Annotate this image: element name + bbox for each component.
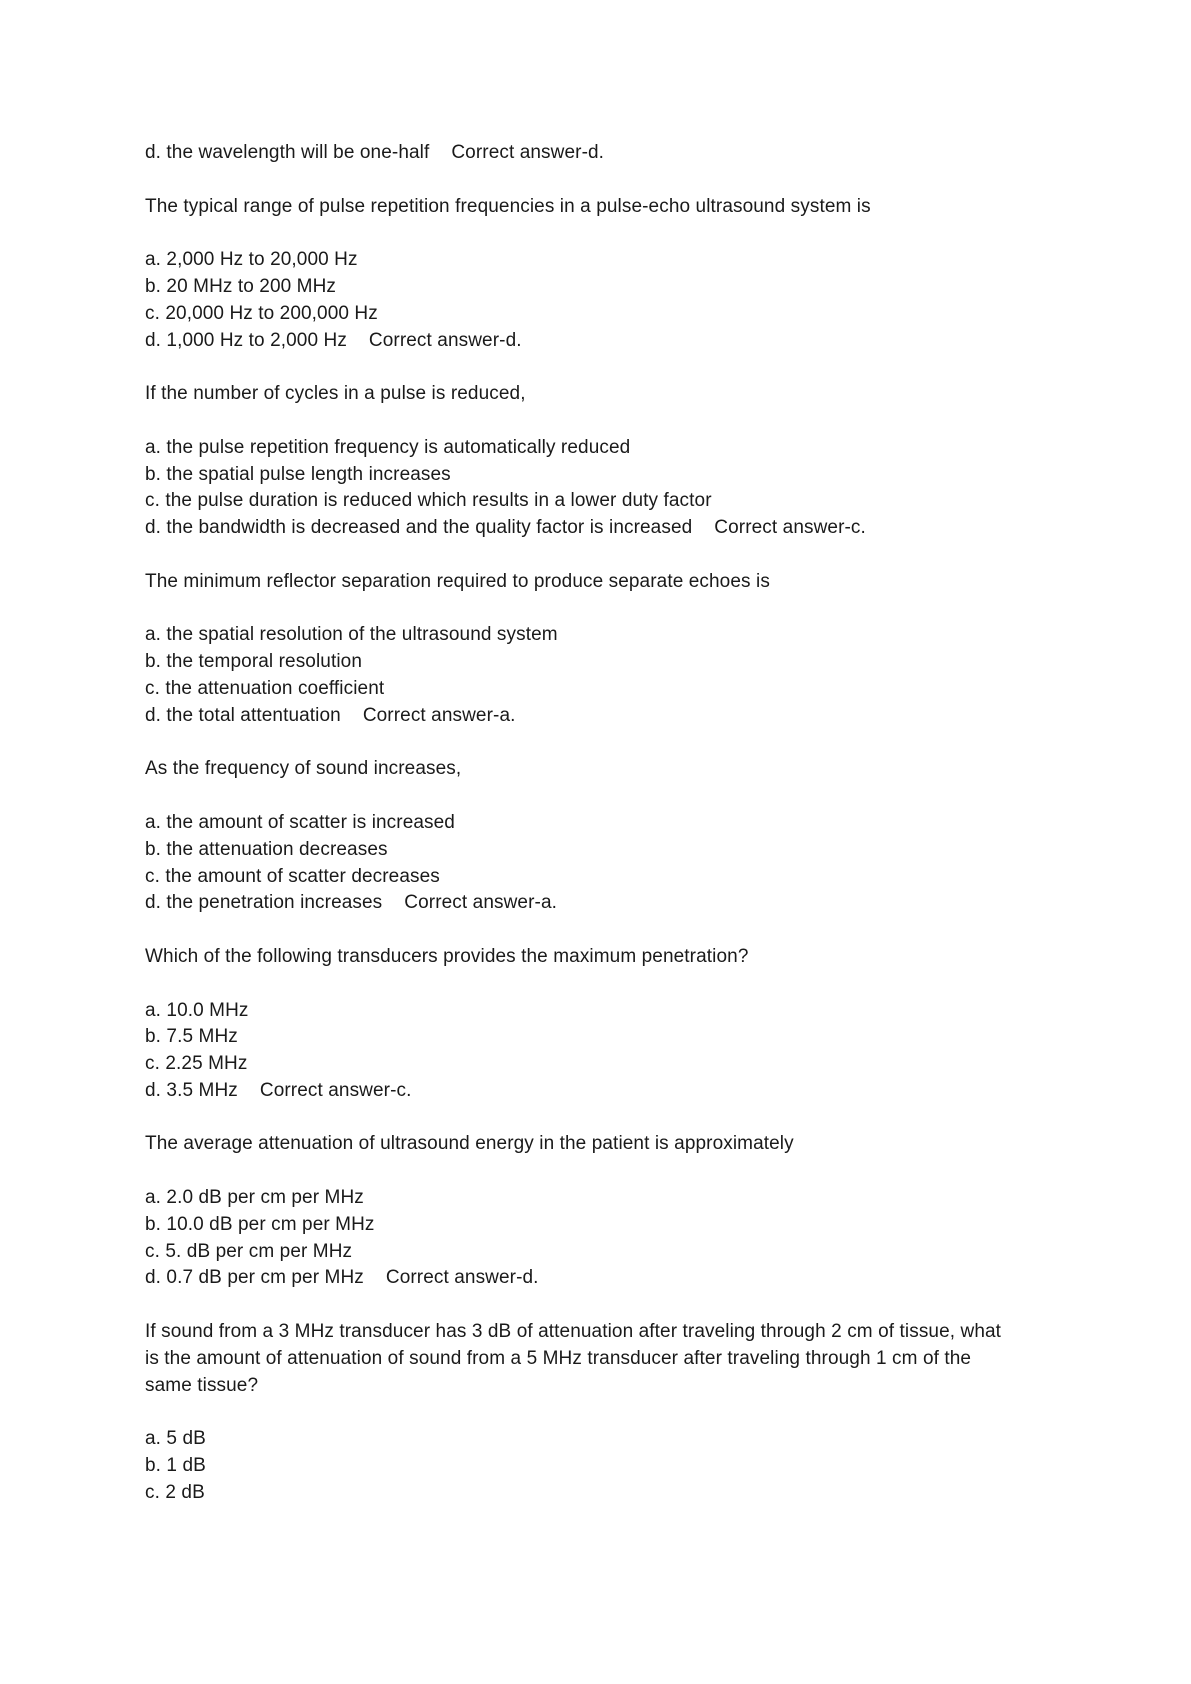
option-text: d. the bandwidth is decreased and the quality factor is increased bbox=[145, 517, 693, 539]
spacer bbox=[145, 971, 1065, 998]
spacer bbox=[145, 783, 1065, 810]
option-c: c. 5. dB per cm per MHz bbox=[145, 1240, 353, 1262]
option-text: d. 0.7 dB per cm per MHz bbox=[145, 1267, 364, 1289]
question-text: same tissue? bbox=[145, 1374, 259, 1396]
spacer bbox=[145, 354, 1065, 381]
option-c: c. the attenuation coefficient bbox=[145, 677, 385, 699]
option-b: b. 1 dB bbox=[145, 1455, 206, 1477]
question-text: is the amount of attenuation of sound from a 5 MHz transducer after traveling through 1 cm of the bbox=[145, 1347, 972, 1369]
spacer bbox=[145, 1158, 1065, 1185]
question-text: As the frequency of sound increases, bbox=[145, 758, 462, 780]
option-d bbox=[145, 890, 1065, 917]
question-text: If the number of cycles in a pulse is reduced, bbox=[145, 383, 526, 405]
correct-answer: Correct answer-a. bbox=[404, 892, 557, 914]
spacer bbox=[145, 220, 1065, 247]
option-c: c. the pulse duration is reduced which results in a lower duty factor bbox=[145, 490, 712, 512]
option-b: b. 10.0 dB per cm per MHz bbox=[145, 1213, 375, 1235]
spacer bbox=[145, 1399, 1065, 1426]
option-b: b. the attenuation decreases bbox=[145, 838, 388, 860]
option-a: a. the pulse repetition frequency is automatically reduced bbox=[145, 436, 631, 458]
option-a: a. the spatial resolution of the ultrasound system bbox=[145, 624, 558, 646]
option-text: d. the wavelength will be one-half bbox=[145, 142, 430, 163]
correct-answer: Correct answer-d. bbox=[385, 1267, 539, 1289]
option-b: b. 7.5 MHz bbox=[145, 1026, 238, 1048]
option-a: a. 2.0 dB per cm per MHz bbox=[145, 1187, 364, 1209]
question-text: The average attenuation of ultrasound energy in the patient is approximately bbox=[145, 1133, 794, 1155]
intro-line bbox=[145, 140, 1065, 167]
question-text: If sound from a 3 MHz transducer has 3 dB of attenuation after traveling through 2 cm of tissue, what bbox=[145, 1321, 1002, 1343]
option-text: d. the penetration increases bbox=[145, 892, 383, 914]
spacer bbox=[145, 408, 1065, 435]
option-d bbox=[145, 1078, 1065, 1105]
spacer bbox=[145, 1105, 1065, 1132]
option-a: a. 5 dB bbox=[145, 1428, 206, 1450]
option-b: b. the temporal resolution bbox=[145, 651, 362, 673]
spacer bbox=[145, 596, 1065, 623]
option-b: b. 20 MHz to 200 MHz bbox=[145, 275, 337, 297]
option-d bbox=[145, 328, 1065, 355]
option-text: d. the total attentuation bbox=[145, 704, 341, 726]
correct-answer: Correct answer-d. bbox=[451, 142, 605, 163]
option-c: c. 2 dB bbox=[145, 1481, 205, 1503]
correct-answer: Correct answer-c. bbox=[259, 1079, 412, 1101]
option-d bbox=[145, 1265, 1065, 1292]
option-text: d. 3.5 MHz bbox=[145, 1079, 238, 1101]
option-c: c. the amount of scatter decreases bbox=[145, 865, 440, 887]
document-page bbox=[145, 140, 1065, 1507]
correct-answer: Correct answer-a. bbox=[362, 704, 516, 726]
option-d bbox=[145, 703, 1065, 730]
question-text: Which of the following transducers provides the maximum penetration? bbox=[145, 945, 749, 967]
option-b: b. the spatial pulse length increases bbox=[145, 463, 451, 485]
option-d bbox=[145, 515, 1065, 542]
option-c: c. 20,000 Hz to 200,000 Hz bbox=[145, 302, 378, 324]
option-a: a. the amount of scatter is increased bbox=[145, 811, 455, 833]
correct-answer: Correct answer-d. bbox=[368, 329, 522, 351]
question-text: The minimum reflector separation required to produce separate echoes is bbox=[145, 570, 770, 592]
spacer bbox=[145, 1292, 1065, 1319]
question-text: The typical range of pulse repetition frequencies in a pulse-echo ultrasound system is bbox=[145, 195, 871, 217]
correct-answer: Correct answer-c. bbox=[714, 517, 866, 539]
spacer bbox=[145, 730, 1065, 757]
option-c: c. 2.25 MHz bbox=[145, 1053, 248, 1075]
option-text: d. 1,000 Hz to 2,000 Hz bbox=[145, 329, 347, 351]
spacer bbox=[145, 167, 1065, 194]
spacer bbox=[145, 542, 1065, 569]
option-a: a. 2,000 Hz to 20,000 Hz bbox=[145, 249, 358, 271]
spacer bbox=[145, 917, 1065, 944]
option-a: a. 10.0 MHz bbox=[145, 999, 249, 1021]
